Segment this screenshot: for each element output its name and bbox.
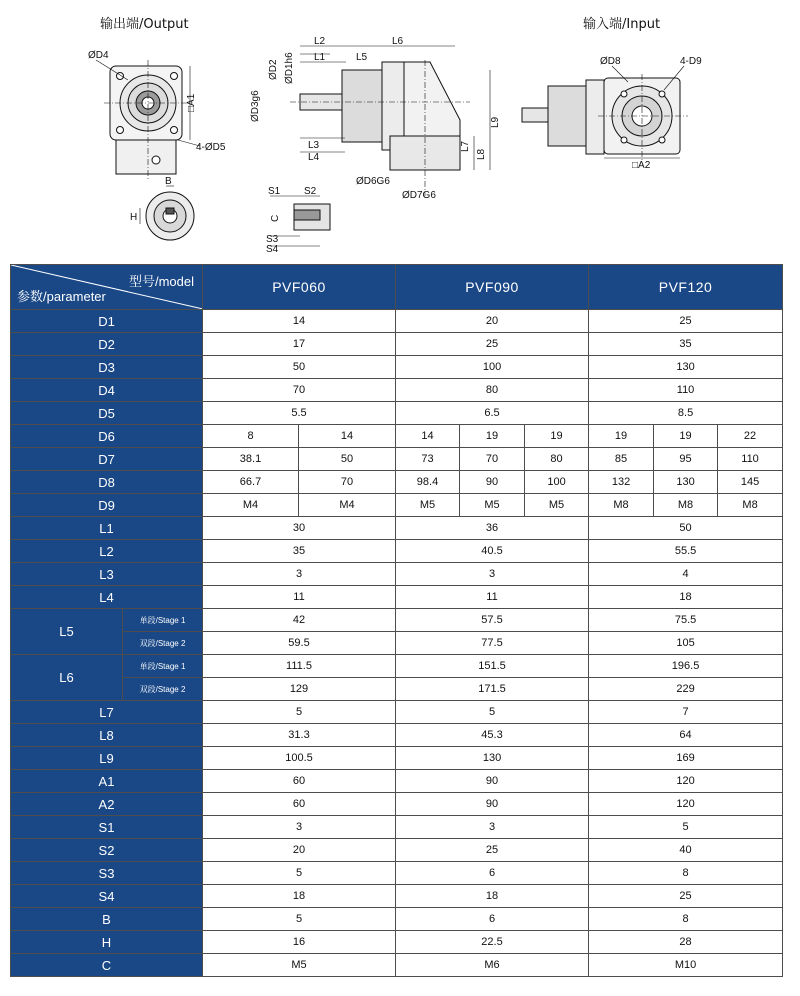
- row-l5-stage1: [11, 609, 783, 632]
- row-l6-stage2: [11, 678, 783, 701]
- row-h: [11, 931, 783, 954]
- cell: 40.5: [396, 540, 589, 563]
- label-l4: L4: [308, 152, 320, 163]
- cell: 28: [589, 931, 783, 954]
- row-l1: [11, 517, 783, 540]
- param-label: L1: [11, 517, 203, 540]
- param-label: D3: [11, 356, 203, 379]
- row-d9: [11, 494, 783, 517]
- param-label: D6: [11, 425, 203, 448]
- row-b: [11, 908, 783, 931]
- cell: 8: [589, 908, 783, 931]
- cell: 105: [589, 632, 783, 655]
- cell: 95: [654, 448, 718, 471]
- label-d3: ØD3g6: [250, 90, 261, 122]
- param-label: D1: [11, 310, 203, 333]
- cell: 40: [589, 839, 783, 862]
- cell: 196.5: [589, 655, 783, 678]
- label-l8: L8: [476, 148, 487, 160]
- cell: 70: [203, 379, 396, 402]
- cell: 3: [396, 816, 589, 839]
- cell: 50: [203, 356, 396, 379]
- cell: 132: [589, 471, 654, 494]
- cell: 59.5: [203, 632, 396, 655]
- cell: 90: [396, 793, 589, 816]
- label-d8: ØD8: [600, 56, 621, 67]
- param-label: D4: [11, 379, 203, 402]
- label-h: H: [130, 212, 138, 223]
- row-s4: [11, 885, 783, 908]
- param-label: L5: [11, 609, 123, 655]
- cell: 18: [396, 885, 589, 908]
- stage-2-label: 双段/Stage 2: [123, 632, 203, 655]
- cell: 30: [203, 517, 396, 540]
- cell: M5: [396, 494, 460, 517]
- cell: 19: [589, 425, 654, 448]
- cell: M10: [589, 954, 783, 977]
- param-label: S2: [11, 839, 203, 862]
- cell: 14: [396, 425, 460, 448]
- row-d1: [11, 310, 783, 333]
- label-b: B: [165, 176, 172, 187]
- cell: 20: [396, 310, 589, 333]
- cell: 6: [396, 862, 589, 885]
- label-s4: S4: [266, 244, 279, 255]
- technical-drawing: [0, 0, 800, 262]
- cell: 66.7: [203, 471, 299, 494]
- label-l6: L6: [392, 36, 404, 47]
- spec-table: [10, 264, 783, 977]
- stage-1-label: 单段/Stage 1: [123, 655, 203, 678]
- label-s1: S1: [268, 186, 281, 197]
- row-d5: [11, 402, 783, 425]
- row-d6: [11, 425, 783, 448]
- row-a1: [11, 770, 783, 793]
- cell: 5: [203, 701, 396, 724]
- label-l9: L9: [490, 116, 501, 128]
- cell: 5.5: [203, 402, 396, 425]
- cell: 130: [654, 471, 718, 494]
- header-param: 参数/parameter: [17, 289, 106, 304]
- cell: 18: [589, 586, 783, 609]
- param-label: L7: [11, 701, 203, 724]
- cell: 151.5: [396, 655, 589, 678]
- cell: 229: [589, 678, 783, 701]
- label-l1: L1: [314, 52, 326, 63]
- cell: 19: [460, 425, 525, 448]
- cell: 7: [589, 701, 783, 724]
- cell: 85: [589, 448, 654, 471]
- cell: 35: [203, 540, 396, 563]
- row-l8: [11, 724, 783, 747]
- cell: 171.5: [396, 678, 589, 701]
- row-l3: [11, 563, 783, 586]
- model-pvf090: PVF090: [396, 265, 589, 310]
- cell: 31.3: [203, 724, 396, 747]
- param-label: D2: [11, 333, 203, 356]
- cell: 5: [203, 862, 396, 885]
- row-l5-stage2: [11, 632, 783, 655]
- label-l7: L7: [460, 140, 471, 152]
- cell: 130: [396, 747, 589, 770]
- label-s3: S3: [266, 234, 279, 245]
- label-c: C: [270, 214, 281, 222]
- param-label: L3: [11, 563, 203, 586]
- stage-2-label: 双段/Stage 2: [123, 678, 203, 701]
- cell: 18: [203, 885, 396, 908]
- param-label: B: [11, 908, 203, 931]
- cell: 17: [203, 333, 396, 356]
- cell: M8: [718, 494, 783, 517]
- param-label: C: [11, 954, 203, 977]
- cell: 5: [396, 701, 589, 724]
- row-s2: [11, 839, 783, 862]
- cell: 145: [718, 471, 783, 494]
- cell: 22.5: [396, 931, 589, 954]
- cell: 73: [396, 448, 460, 471]
- param-label: D8: [11, 471, 203, 494]
- cell: 111.5: [203, 655, 396, 678]
- shaft-end-view: [140, 186, 194, 240]
- cell: 3: [203, 816, 396, 839]
- cell: M5: [525, 494, 589, 517]
- cell: 16: [203, 931, 396, 954]
- cell: 42: [203, 609, 396, 632]
- cell: 55.5: [589, 540, 783, 563]
- row-d8: [11, 471, 783, 494]
- label-s2: S2: [304, 186, 317, 197]
- param-label: A1: [11, 770, 203, 793]
- cell: 110: [589, 379, 783, 402]
- header-row: [11, 265, 783, 310]
- label-d1: ØD1h6: [284, 52, 295, 84]
- cell: 3: [396, 563, 589, 586]
- cell: M6: [396, 954, 589, 977]
- row-s1: [11, 816, 783, 839]
- cell: 80: [525, 448, 589, 471]
- cell: 70: [299, 471, 396, 494]
- cell: 25: [589, 885, 783, 908]
- cell: 98.4: [396, 471, 460, 494]
- output-front-view: [96, 60, 200, 180]
- param-label: L6: [11, 655, 123, 701]
- row-l9: [11, 747, 783, 770]
- cell: M8: [654, 494, 718, 517]
- cell: 80: [396, 379, 589, 402]
- cell: 60: [203, 770, 396, 793]
- cell: 90: [460, 471, 525, 494]
- cell: M5: [460, 494, 525, 517]
- cell: 169: [589, 747, 783, 770]
- cell: 75.5: [589, 609, 783, 632]
- param-label: S4: [11, 885, 203, 908]
- cell: 120: [589, 793, 783, 816]
- cell: 100: [396, 356, 589, 379]
- input-title: 输入端/Input: [583, 17, 661, 32]
- label-l2: L2: [314, 36, 326, 47]
- cell: 4: [589, 563, 783, 586]
- row-d7: [11, 448, 783, 471]
- row-l7: [11, 701, 783, 724]
- param-label: L9: [11, 747, 203, 770]
- label-d5: 4-ØD5: [196, 142, 226, 153]
- cell: 8: [589, 862, 783, 885]
- cell: 70: [460, 448, 525, 471]
- cell: 129: [203, 678, 396, 701]
- param-label: D9: [11, 494, 203, 517]
- cell: 8: [203, 425, 299, 448]
- stage-1-label: 单段/Stage 1: [123, 609, 203, 632]
- param-label: A2: [11, 793, 203, 816]
- cell: 19: [525, 425, 589, 448]
- cell: M8: [589, 494, 654, 517]
- param-label: S3: [11, 862, 203, 885]
- header-model: 型号/model: [128, 274, 194, 289]
- label-a2: □A2: [632, 160, 651, 171]
- cell: 22: [718, 425, 783, 448]
- label-d4: ØD4: [88, 50, 109, 61]
- param-label: L2: [11, 540, 203, 563]
- cell: 6: [396, 908, 589, 931]
- cell: 110: [718, 448, 783, 471]
- label-d6: ØD6G6: [356, 176, 390, 187]
- cell: 60: [203, 793, 396, 816]
- cell: 50: [589, 517, 783, 540]
- model-pvf060: PVF060: [203, 265, 396, 310]
- cell: M5: [203, 954, 396, 977]
- row-d4: [11, 379, 783, 402]
- row-d3: [11, 356, 783, 379]
- label-l3: L3: [308, 140, 320, 151]
- cell: 25: [589, 310, 783, 333]
- cell: 6.5: [396, 402, 589, 425]
- input-view: [522, 66, 688, 160]
- param-label: S1: [11, 816, 203, 839]
- cell: M4: [299, 494, 396, 517]
- cell: 90: [396, 770, 589, 793]
- row-c: [11, 954, 783, 977]
- cell: 14: [299, 425, 396, 448]
- cell: 38.1: [203, 448, 299, 471]
- label-d7: ØD7G6: [402, 190, 436, 201]
- param-label: L4: [11, 586, 203, 609]
- cell: 25: [396, 333, 589, 356]
- output-title: 输出端/Output: [100, 17, 189, 32]
- cell: 11: [396, 586, 589, 609]
- model-pvf120: PVF120: [589, 265, 783, 310]
- param-label: D5: [11, 402, 203, 425]
- cell: 120: [589, 770, 783, 793]
- cell: 5: [203, 908, 396, 931]
- label-a1: □A1: [186, 93, 197, 112]
- cell: 100.5: [203, 747, 396, 770]
- cell: 11: [203, 586, 396, 609]
- row-a2: [11, 793, 783, 816]
- cell: M4: [203, 494, 299, 517]
- param-label: D7: [11, 448, 203, 471]
- cell: 50: [299, 448, 396, 471]
- cell: 5: [589, 816, 783, 839]
- label-d2: ØD2: [268, 59, 279, 80]
- row-l4: [11, 586, 783, 609]
- header-corner: [11, 265, 203, 310]
- row-s3: [11, 862, 783, 885]
- label-l5: L5: [356, 52, 368, 63]
- row-l6-stage1: [11, 655, 783, 678]
- row-d2: [11, 333, 783, 356]
- cell: 3: [203, 563, 396, 586]
- cell: 19: [654, 425, 718, 448]
- cell: 14: [203, 310, 396, 333]
- cell: 100: [525, 471, 589, 494]
- cell: 8.5: [589, 402, 783, 425]
- cell: 36: [396, 517, 589, 540]
- param-label: L8: [11, 724, 203, 747]
- cell: 77.5: [396, 632, 589, 655]
- cell: 45.3: [396, 724, 589, 747]
- cell: 64: [589, 724, 783, 747]
- cell: 57.5: [396, 609, 589, 632]
- cell: 25: [396, 839, 589, 862]
- cell: 130: [589, 356, 783, 379]
- output-side-view: [290, 46, 490, 196]
- label-d9: 4-D9: [680, 56, 702, 67]
- cell: 35: [589, 333, 783, 356]
- cell: 20: [203, 839, 396, 862]
- row-l2: [11, 540, 783, 563]
- param-label: H: [11, 931, 203, 954]
